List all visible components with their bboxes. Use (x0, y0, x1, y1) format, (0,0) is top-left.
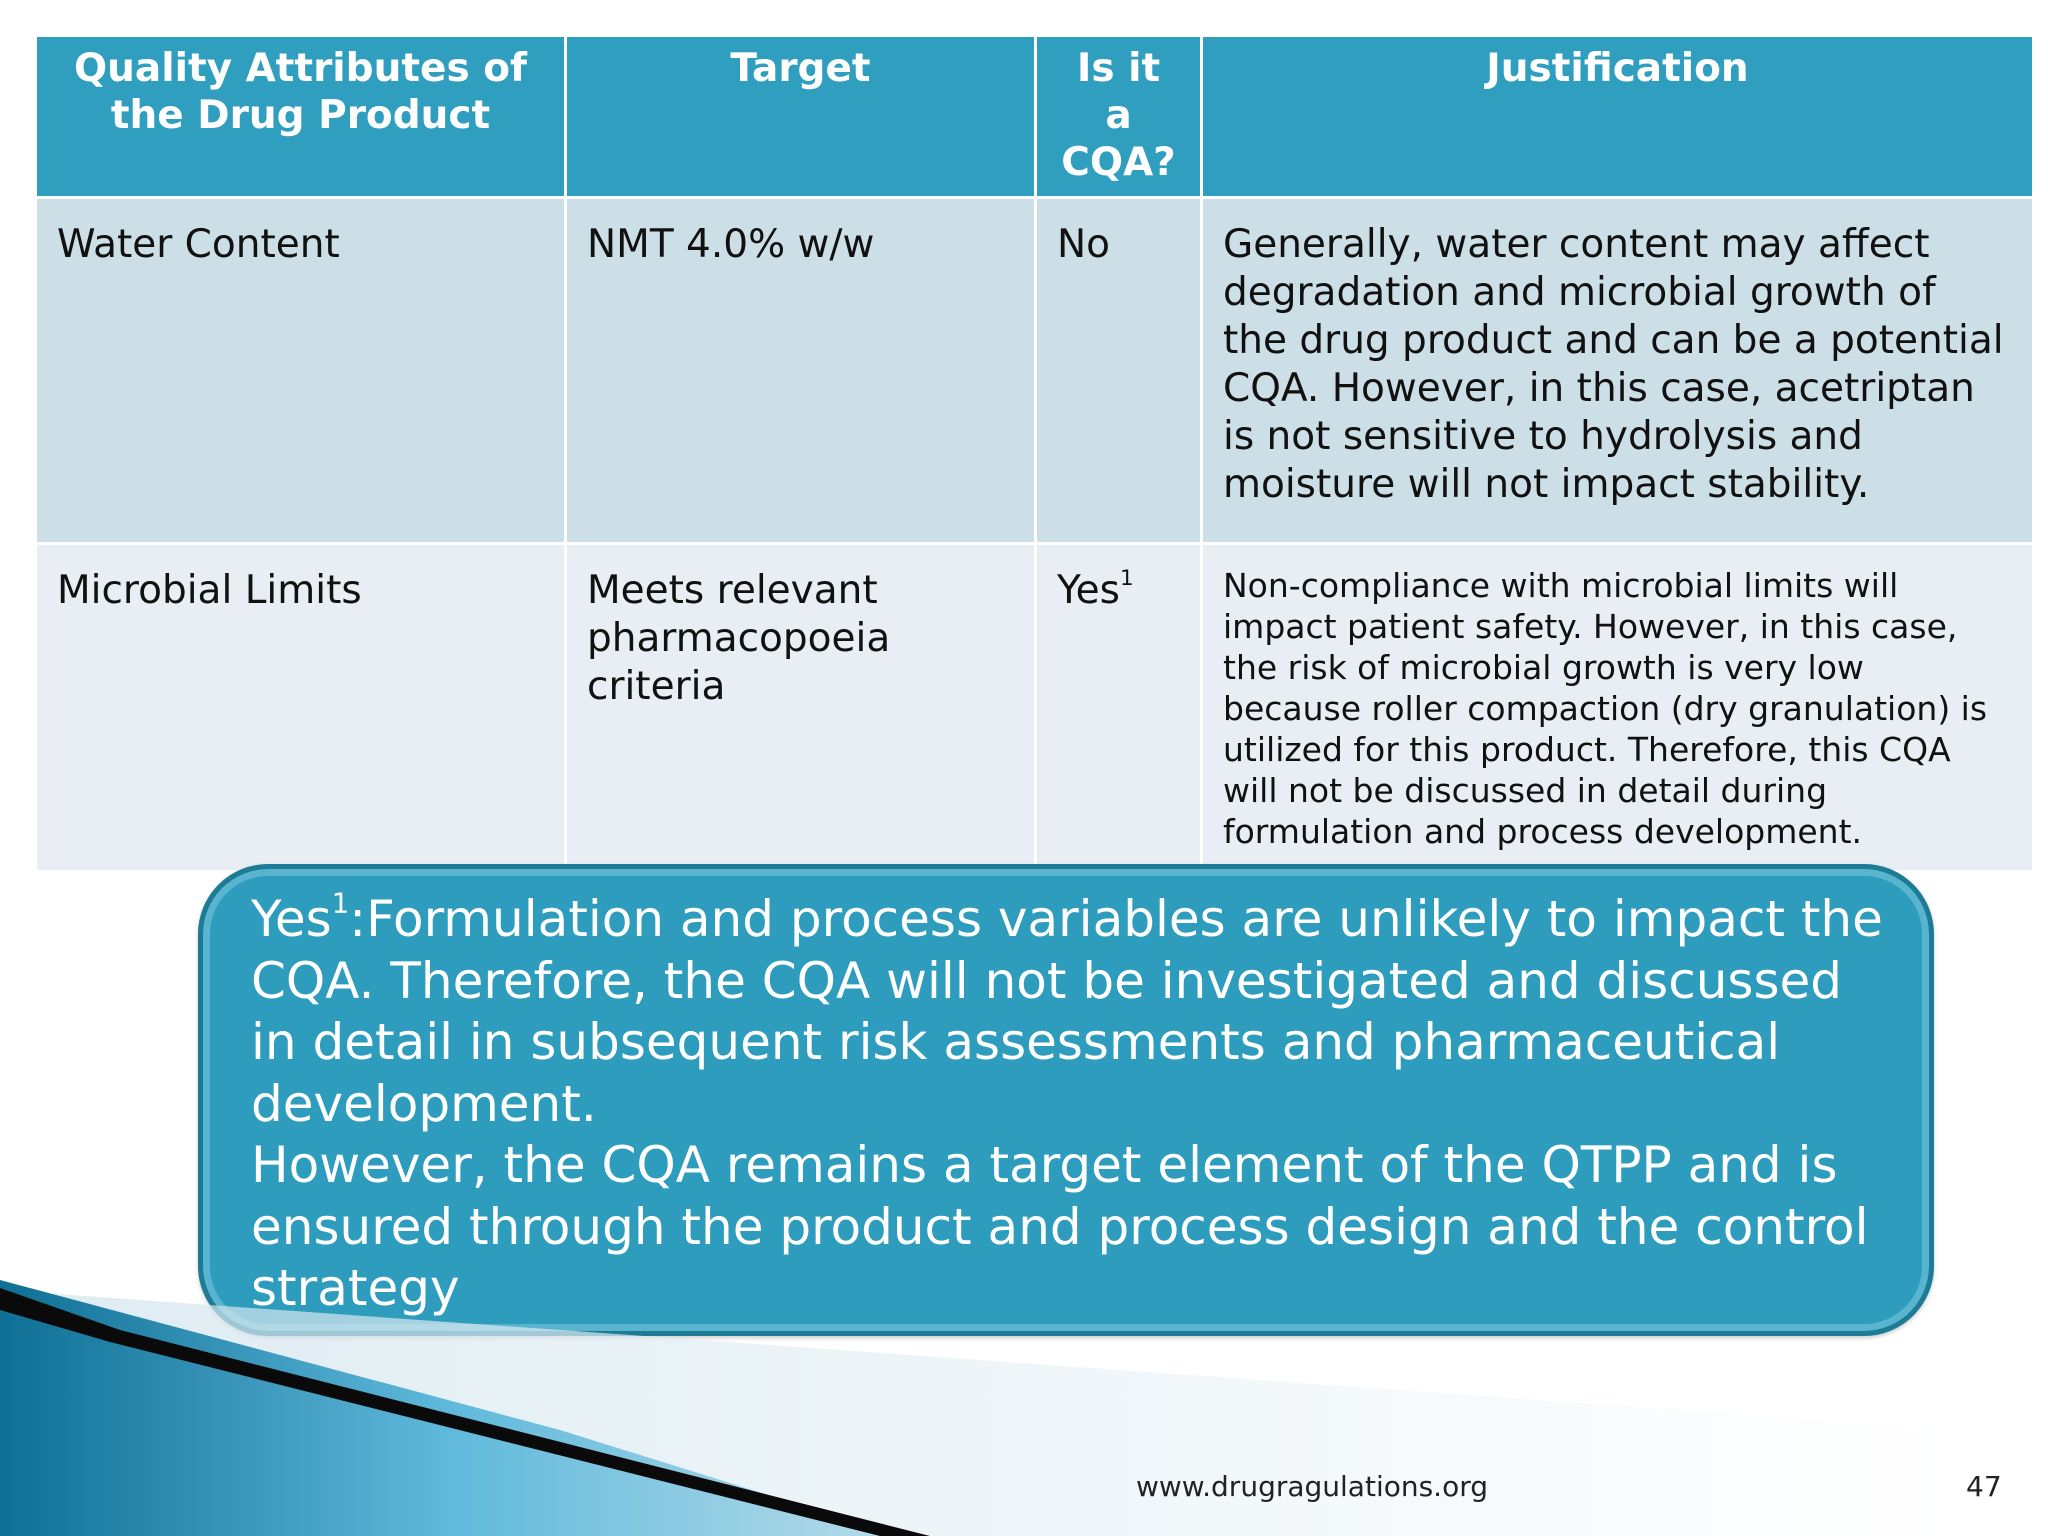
footnote-marker: 1 (1119, 565, 1134, 591)
header-is-cqa: Is it a CQA? (1036, 36, 1202, 198)
cell-is-cqa (1036, 198, 1202, 544)
header-quality-attributes: Quality Attributes of the Drug Product (36, 36, 566, 198)
decorative-swoosh (0, 1280, 1960, 1536)
is-cqa-value: Yes (1057, 568, 1120, 613)
callout-paragraph-1 (251, 889, 1889, 1135)
header-justification: Justification (1202, 36, 2034, 198)
callout-text-1: :Formulation and process variables are unlikely to impact the CQA. Therefore, the CQA will not be investigated and discussed in detail in subsequent risk assessments and pharmaceutical development. (251, 890, 1883, 1133)
cell-target: NMT 4.0% w/w (566, 198, 1036, 544)
cell-attribute: Water Content (36, 198, 566, 544)
callout-footnote-marker: 1 (331, 887, 350, 920)
page-number: 47 (1966, 1470, 2002, 1503)
is-cqa-value: No (1057, 222, 1111, 267)
callout-prefix: Yes (251, 890, 332, 948)
cell-target: Meets relevant pharmacopoeia criteria (566, 544, 1036, 872)
header-target: Target (566, 36, 1036, 198)
cell-attribute: Microbial Limits (36, 544, 566, 872)
footnote-callout (198, 864, 1934, 1336)
cell-is-cqa (1036, 544, 1202, 872)
cell-justification: Generally, water content may affect degradation and microbial growth of the drug product and can be a potential CQA. However, in this case, acetriptan is not sensitive to hydrolysis and moisture will not impact stability. (1202, 198, 2034, 544)
cell-justification: Non-compliance with microbial limits will impact patient safety. However, in this case, the risk of microbial growth is very low because roller compaction (dry granulation) is utilized for this product. Therefore, this CQA will not be discussed in detail during formulation and process development. (1202, 544, 2034, 872)
table-row (36, 198, 2034, 544)
table-header-row (36, 36, 2034, 198)
cqa-table (34, 34, 2035, 873)
table-row (36, 544, 2034, 872)
callout-paragraph-2: However, the CQA remains a target element of the QTPP and is ensured through the product and process design and the control strategy (251, 1136, 1869, 1317)
footer-url: www.drugragulations.org (1136, 1470, 1489, 1503)
